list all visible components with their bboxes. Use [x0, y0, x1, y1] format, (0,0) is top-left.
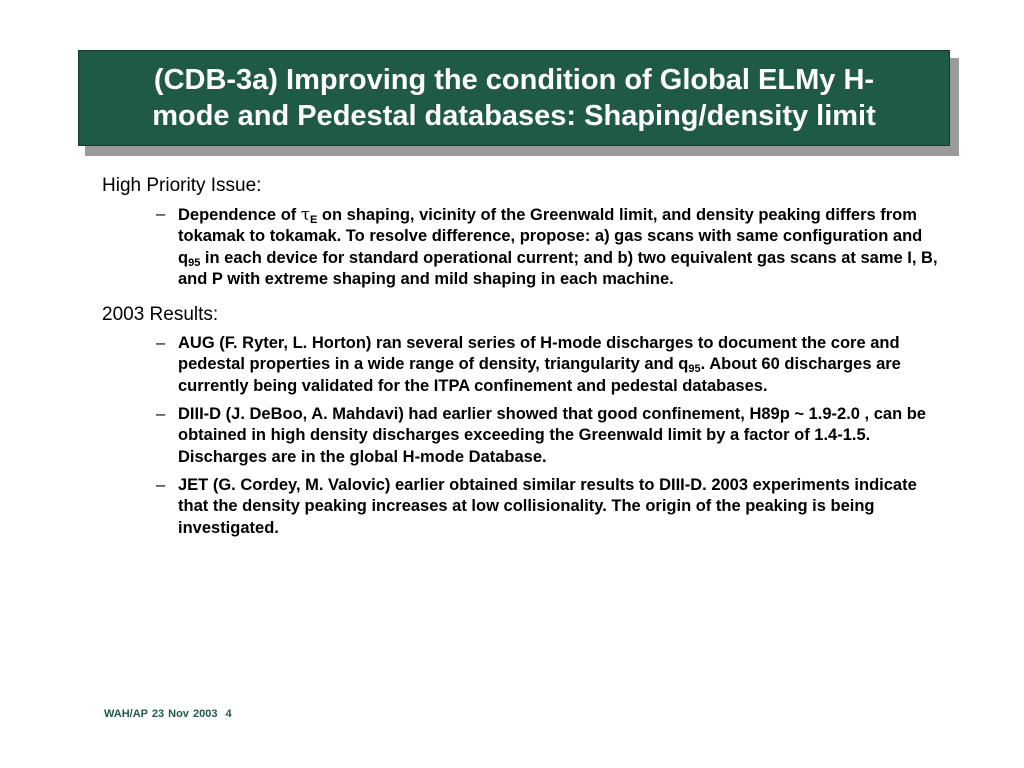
- section-heading-2003-results: 2003 Results:: [102, 304, 219, 326]
- bullet-dependence: [102, 204, 942, 290]
- tau-symbol: τ: [300, 205, 310, 224]
- bullet-text: DIII-D (J. DeBoo, A. Mahdavi) had earlier showed that good confinement, H89p ~ 1.9-2.0 , can be obtained in high density discharges exceeding the Greenwald limit by a factor of 1.4-1.5. Discharges are in the global H-mode Database.: [178, 405, 926, 466]
- bullet-dash: –: [156, 475, 166, 494]
- section-heading-high-priority: High Priority Issue:: [102, 175, 262, 196]
- title-banner: [78, 50, 950, 146]
- slide-title: [146, 62, 882, 134]
- slide-body: [102, 174, 942, 546]
- bullet-text: AUG (F. Ryter, L. Horton) ran several series of H-mode discharges to document the core and pedestal properties in a wide range of density, triangularity and q: [178, 334, 900, 374]
- bullet-dash: –: [156, 405, 166, 424]
- bullet-text: Dependence of: [178, 206, 301, 224]
- bullet-jet: [102, 475, 942, 539]
- bullet-dash: –: [156, 205, 166, 223]
- q-subscript: 95: [688, 363, 701, 376]
- bullet-text: on shaping, vicinity of the Greenwald limit, and density peaking differs from tokamak to tokamak. To resolve difference, propose: a) gas scans with same configuration and q: [178, 206, 923, 267]
- footer-text: WAH/AP 23 Nov 2003: [104, 708, 218, 720]
- bullet-text: JET (G. Cordey, M. Valovic) earlier obtained similar results to DIII-D. 2003 experiments indicate that the density peaking increases at low collisionality. The origin of the peaking is being investigated.: [178, 475, 917, 537]
- slide-footer: [104, 708, 232, 720]
- slide-title-line-1: (CDB-3a) Improving the condition of Global ELMy H-: [153, 64, 875, 96]
- slide-title-line-2: mode and Pedestal databases: Shaping/density limit: [152, 100, 876, 132]
- bullet-dash: –: [156, 334, 166, 353]
- page-number: 4: [225, 708, 232, 720]
- bullet-diii-d: [102, 404, 942, 468]
- tau-subscript: E: [310, 214, 318, 226]
- bullet-text: . About 60 discharges are currently being validated for the ITPA confinement and pedestal databases.: [178, 355, 901, 395]
- bullet-text: in each device for standard operational current; and b) two equivalent gas scans at same I, B, and P with extreme shaping and mild shaping in each machine.: [178, 248, 938, 288]
- bullet-aug: [102, 333, 942, 397]
- q-subscript: 95: [188, 256, 201, 269]
